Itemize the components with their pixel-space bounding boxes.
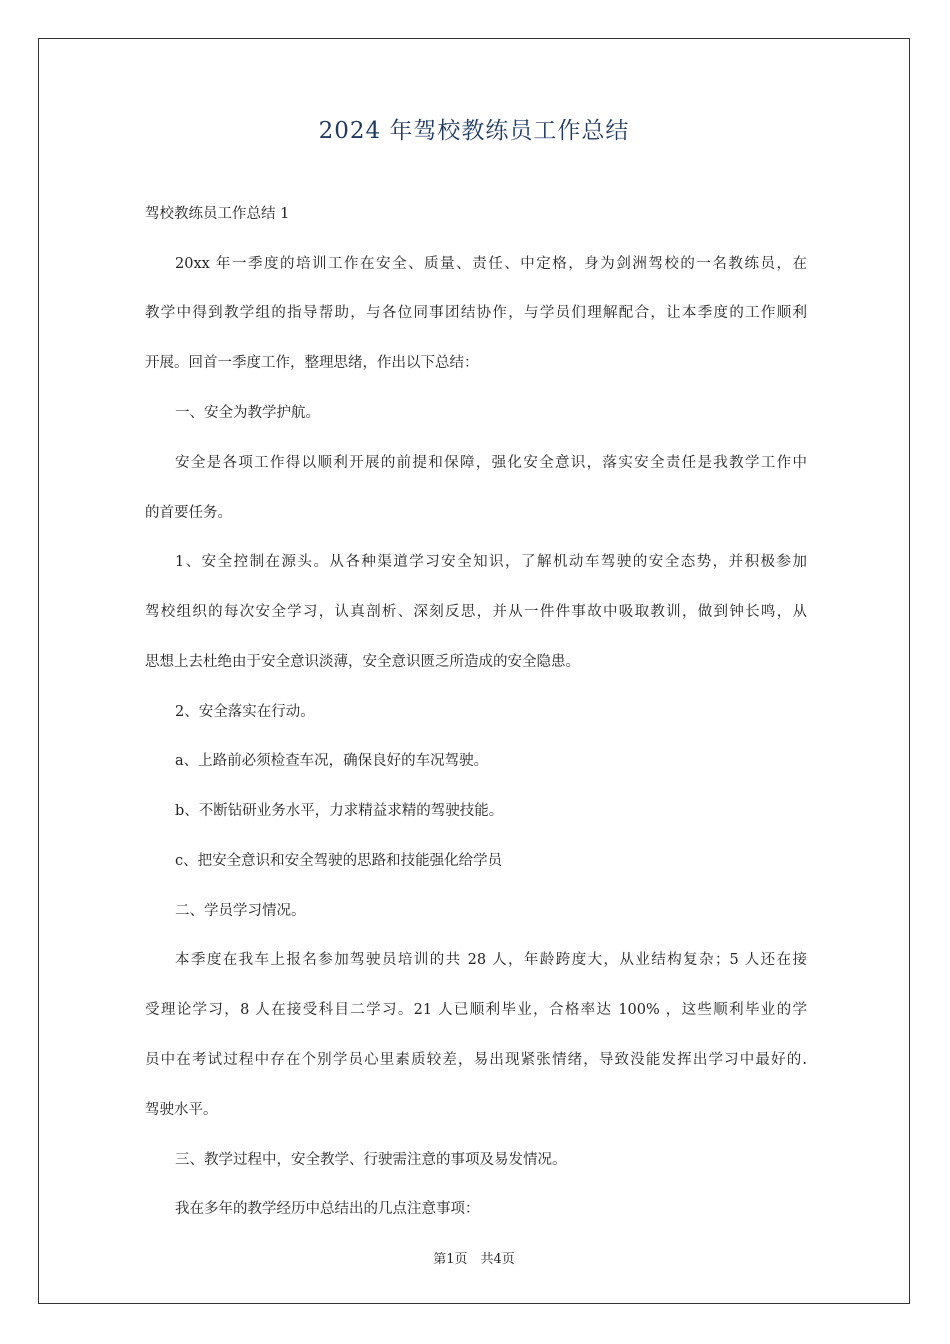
paragraph-line: 安全是各项工作得以顺利开展的前提和保障，强化安全意识，落实安全责任是我教学工作中 (175, 455, 807, 471)
section-heading: 三、教学过程中，安全教学、行驶需注意的事项及易发情况。 (175, 1152, 567, 1168)
list-item: b、不断钻研业务水平，力求精益求精的驾驶技能。 (175, 803, 504, 819)
paragraph-line: 的首要任务。 (145, 505, 232, 521)
paragraph-line: 20xx 年一季度的培训工作在安全、质量、责任、中定格，身为剑洲驾校的一名教练员，在 (175, 256, 807, 272)
list-item: a、上路前必须检查车况，确保良好的车况驾驶。 (175, 753, 489, 769)
paragraph-line: 我在多年的教学经历中总结出的几点注意事项： (175, 1201, 480, 1217)
section-heading: 二、学员学习情况。 (175, 903, 306, 919)
paragraph-line: 员中在考试过程中存在个别学员心里素质较差，易出现紧张情绪，导致没能发挥出学习中最好的. (145, 1052, 807, 1068)
paragraph-line: 驾校组织的每次安全学习，认真剖析、深刻反思，并从一件件事故中吸取教训，做到钟长鸣，从 (145, 604, 807, 620)
list-item: c、把安全意识和安全驾驶的思路和技能强化给学员 (175, 853, 503, 869)
paragraph-line: 教学中得到教学组的指导帮助，与各位同事团结协作，与学员们理解配合，让本季度的工作顺利 (145, 305, 807, 321)
paragraph-line: 开展。回首一季度工作，整理思绪，作出以下总结： (145, 355, 479, 371)
paragraph-line: 1、安全控制在源头。从各种渠道学习安全知识，了解机动车驾驶的安全态势，并积极参加 (175, 554, 807, 570)
paragraph-line: 驾驶水平。 (145, 1102, 218, 1118)
section-heading: 一、安全为教学护航。 (175, 405, 320, 421)
paragraph-line: 受理论学习，8 人在接受科目二学习。21 人已顺利毕业，合格率达 100% ，这些顺利毕业的学 (145, 1002, 807, 1018)
list-item: 2、安全落实在行动。 (175, 704, 315, 720)
document-title: 2024 年驾校教练员工作总结 (318, 118, 630, 144)
paragraph-line: 思想上去杜绝由于安全意识淡薄，安全意识匮乏所造成的安全隐患。 (145, 654, 580, 670)
page-number: 第1页 共4页 (433, 1252, 515, 1267)
paragraph-line: 本季度在我车上报名参加驾驶员培训的共 28 人，年龄跨度大，从业结构复杂；5 人还在接 (175, 952, 807, 968)
section-subtitle: 驾校教练员工作总结 1 (145, 206, 290, 222)
